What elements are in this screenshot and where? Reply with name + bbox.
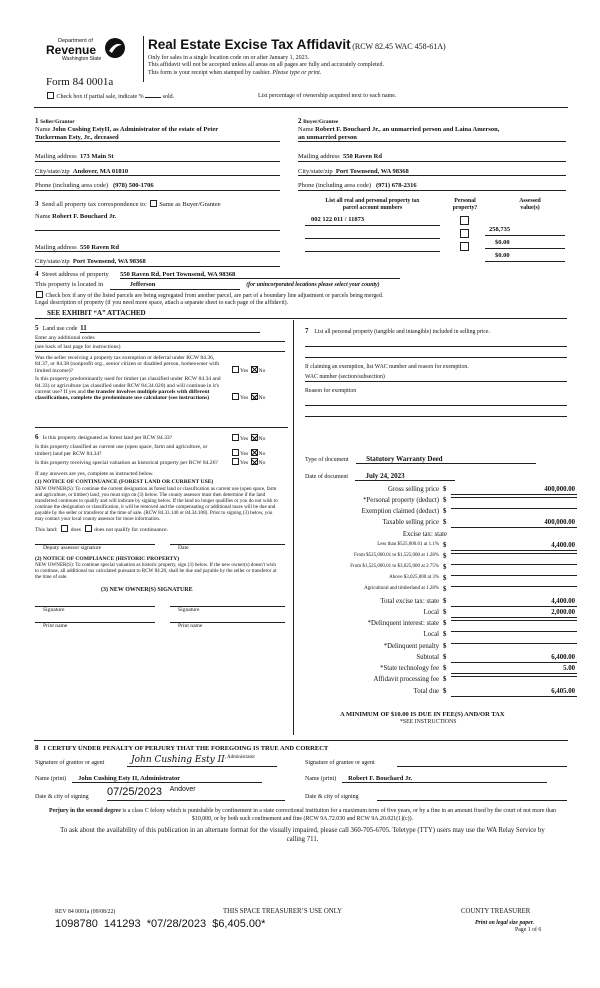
financial-row: Subtotal $ 6,400.00 [416,654,575,661]
property-street[interactable]: 550 Raven Rd, Port Townsend, WA 98368 [120,271,400,279]
financial-row: Gross selling price $ 400,000.00 [388,486,575,493]
minimum-note: A MINIMUM OF $10.00 IS DUE IN FEE(S) AND/OR TAX [340,711,505,718]
buyer-phone[interactable]: (971) 678-2316 [375,182,417,190]
financial-row: Affidavit processing fee $ [305,676,577,687]
buyer-mailing[interactable]: 550 Raven Rd [342,153,382,161]
personal-property-checkbox[interactable] [460,242,469,251]
parcel-row [305,242,570,260]
partial-sale-checkbox[interactable] [47,92,54,99]
grantor-date-row: Date & city of signing 07/25/2023 Andover [35,786,295,804]
grantee-sign-date[interactable] [377,786,567,801]
grantee-print-name[interactable]: Robert F. Bouchard Jr. [342,775,547,783]
exemption-no[interactable] [251,366,258,373]
dor-logo [44,36,134,66]
financial-row: Taxable selling price $ 400,000.00 [382,519,575,526]
does-qualify-checkbox[interactable] [61,525,68,532]
financial-row: Total excise tax: state $ 4,400.00 [380,598,575,605]
financial-row: Exemption claimed (deduct) $ [305,508,577,519]
partial-sale: Check box if partial sale, indicate % sold. [46,92,174,101]
dor-swoosh-icon [104,37,126,59]
financial-row: Agricultural and timberland at 1.28% $ [305,586,577,597]
same-as-buyer-checkbox[interactable] [150,200,157,207]
timber-no[interactable] [251,393,258,400]
rev-number: REV 84 0001a (09/08/22) [55,909,116,915]
grantor-print-name[interactable]: John Cushing Esty II, Administrator [72,775,262,783]
legal-paper-note: Print on legal size paper. [475,920,535,926]
forest-section: 6 Is this property designated as forest land per RCW 84.33? Yes No Is this property classified as current use (open space, farm and agriculture, or timber) land per RCW 84.34? Yes No Is this property receiving special valuation as historical property per RCW 84.26? Yes No If any answers are yes, complete as instructed below. (1) NOTICE OF CONTINUANCE (FOREST LAND OR CURRENT USE) NEW OWNER(S): To continue the current designation as forest land or classification as current use (open space, farm and agriculture, or timber) land, you must sign on (3) below. The county assessor must then determine if the land transferred continues to qualify and will indicate by signing below. If the land no longer qualifies or you do not wish to continue the designation or classification, it will be removed and the compensating or additional taxes will be due and payable by the seller or transferor at the time of sale. (RCW 84.33.140 or 84.34.108). Prior to signing (3) below, you may contact your local county assessor for more information. This land: does does not qualify for continuance. Deputy assessor signature Date (2) NOTICE OF COMPLIANCE (HISTORIC PROPERTY) NEW OWNER(S): To continue special valuation as historic property, sign (3) below. If the new owner(s) doesn't wish to continue, all additional tax calculated pursuant to RCW 84.26, shall be due and payable by the seller or transferor at the time of sale. (3) NEW OWNER(S) SIGNATURE Signature Signature Print name Print name [35,433,290,628]
personal-property-checkbox[interactable] [460,229,469,238]
document-type[interactable]: Statutory Warranty Deed [356,455,536,464]
form-title: Real Estate Excise Tax Affidavit (RCW 82.45 WAC 458-61A) [148,37,446,52]
financial-row: Less than $525,000.01 at 1.1% $ 4,400.00 [377,542,575,549]
financial-row: From $1,525,000.01 to $3,025,000 at 2.75% $ [305,564,577,575]
buyer-city[interactable]: Port Townsend, WA 98368 [335,167,409,175]
seller-mailing[interactable]: 173 Main St [79,153,114,161]
ownership-pct-note: List percentage of ownership acquired next to each name. [258,93,397,99]
treasurer-space-label: THIS SPACE TREASURER’S USE ONLY [223,908,343,915]
document-date[interactable]: July 24, 2023 [355,472,455,481]
correspondence-mailing[interactable]: 550 Raven Rd [79,243,119,251]
seller-phone[interactable]: (978) 500-1706 [112,182,154,190]
parcel-account[interactable] [305,229,440,239]
forest-no[interactable] [251,434,258,441]
financial-row: *State technology fee $ 5.00 [380,665,575,672]
grantee-name-row: Name (print) Robert F. Bouchard Jr. [305,775,570,783]
grantee-signature-row: Signature of grantee or agent [305,755,570,769]
assessed-value[interactable]: 258,735 [485,226,565,236]
financial-row: Excise tax: state [402,531,447,538]
personal-property-section: 7 List all personal property (tangible and intangible) included in selling price. If claiming an exemption, list WAC number and reason for exemption. WAC number (section/subsection) Reason for exemption [305,327,570,417]
alt-format-note: To ask about the availability of this publication in an alternate format for the visually impaired, please call 360-705-6705. Teletype (TTY) users may use the WA Relay Service by calling 711. [60,827,545,843]
property-section: 4 Street address of property 550 Raven Rd, Port Townsend, WA 98368 This property is located in Jefferson (for unincorporated locations please select your county) Check box if any of the listed parcels are being segregated from another parcel, are part of a boundary line adjustment or parcels being merged. Legal description of property (if you need more space, attach a separate sheet to each page of the affidavit). SEE EXHIBIT “A” ATTACHED [35,270,570,319]
parcel-account[interactable] [305,242,440,252]
grantor-name-row: Name (print) John Cushing Esty II, Administrator [35,775,295,783]
historic-no[interactable] [251,458,258,465]
grantor-sign-city[interactable]: Andover [169,786,196,793]
form-number: Form 84 0001a [46,76,114,88]
does-not-qualify-checkbox[interactable] [85,525,92,532]
assessed-value[interactable]: $0.00 [485,239,565,249]
land-use-section: 5 Land use code 11 Enter any additional codes (see back of last page for instructions) Was the seller receiving a property tax exemption or deferral under RCW 84.36, 84.37, or 84.38 (nonprofit org., senior citizen or disabled person, homeowner with limited income)? Yes No Is this property predominantly used for timber (as classified under RCW 84.34 and 84.33) or agriculture (as classified under RCW 84.34.020) and will continue in it's current use? If yes and the transfer involves multiple parcels with different classifications, complete the predominate use calculator (see instructions) Yes No [35,324,290,402]
financial-row: From $525,000.01 to $1,525,000 at 1.28% $ [305,553,577,564]
buyer-section: 2 Buyer/Grantee Name Robert F. Bouchard Jr., an unmarried person and Laina Amerson, an unmarried person Mailing address 550 Raven Rd City/state/zip Port Townsend, WA 98368 Phone (including area code) (971) 678-2316 [298,117,568,191]
treasurer-receipt-stamp: 1098780 141293 *07/28/2023 $6,405.00* [55,918,266,930]
parcel-row [305,229,570,247]
parcel-row [305,216,570,234]
timber-yes[interactable] [232,393,239,400]
land-use-code[interactable]: 11 [80,324,260,333]
property-county[interactable]: Jefferson [110,281,240,289]
perjury-notice: Perjury in the second degree is a class C felony which is punishable by confinement in a state correctional institution for a maximum term of five years, or by a fine in an amount fixed by the court of not more than $10,000, or by both such confinement and fine (RCW 9A.72.030 and RCW 9A.20.021(1)(c)). [48,808,557,822]
certify-heading: 8 I CERTIFY UNDER PENALTY OF PERJURY THAT THE FOREGOING IS TRUE AND CORRECT [35,744,329,752]
personal-property-checkbox[interactable] [460,216,469,225]
see-instructions: *SEE INSTRUCTIONS [400,719,457,725]
total-due[interactable]: 6,405.00 [451,688,577,697]
current-use-no[interactable] [251,449,258,456]
buyer-name-line2[interactable]: an unmarried person [298,134,566,142]
grantor-signature-row: Signature of grantor or agent John Cushing Esty $II^{, Administrator}$ [35,755,295,769]
correspondence-section: 3 Send all property tax correspondence to: Same as Buyer/Grantee Name Robert F. Bouchard Jr. Mailing address 550 Raven Rd City/state/zip Port Townsend, WA 98368 [35,200,300,267]
page-number: Page 1 of 6 [515,927,542,933]
financial-row: Above $3,025,000 at 3% $ [305,575,577,586]
form-subtitle: Only for sales in a single location code on or after January 1, 2023. This affidavit will not be accepted unless all areas on all pages are fully and accurately completed. This form is your receipt when stamped by cashier. Please type or print. [148,55,384,76]
financial-row: Local $ 2,000.00 [423,609,575,616]
buyer-name-line1[interactable]: Robert F. Bouchard Jr., an unmarried person and Laina Amerson, [315,126,500,134]
financial-row: *Personal property (deduct) $ [305,497,577,508]
assessed-value[interactable]: $0.00 [485,252,565,262]
historic-yes[interactable] [232,458,239,465]
document-info: Type of document Statutory Warranty Deed Date of document July 24, 2023 [305,455,570,481]
seller-section: 1 Seller/Grantor Name John Cushing EstyII, as Administrator of the estate of Peter Tuckerman Esty, Jr., deceased Mailing address 173 Main St City/state/zip Andover, MA 01810 Phone (including area code) (978) 500-1706 [35,117,285,191]
exemption-yes[interactable] [232,366,239,373]
parcel-account[interactable]: 002 122 011 / 11873 [305,216,440,226]
grantee-date-row: Date & city of signing [305,786,570,804]
financial-row: *Delinquent interest: state $ [305,620,577,631]
grantor-signature[interactable]: John Cushing Esty II [131,755,225,765]
correspondence-city[interactable]: Port Townsend, WA 98368 [72,258,146,266]
current-use-yes[interactable] [232,449,239,456]
legal-description[interactable]: SEE EXHIBIT “A” ATTACHED [47,308,146,317]
segregated-checkbox[interactable] [36,291,43,298]
dept-line1: Department of [58,38,93,44]
forest-yes[interactable] [232,434,239,441]
seller-name-line2[interactable]: Tuckerman Esty, Jr., deceased [35,134,280,142]
seller-name-line1[interactable]: John Cushing EstyII, as Administrator of the estate of Peter [52,126,219,134]
financial-row: Local $ [305,631,577,642]
grantor-sign-date[interactable]: 07/25/2023 [107,786,163,798]
county-treasurer-label: COUNTY TREASURER [461,908,531,915]
grantee-signature[interactable] [397,755,567,767]
gross-selling-price[interactable]: 400,000.00 [451,486,577,495]
seller-city[interactable]: Andover, MA 01810 [72,167,129,175]
financial-row: Total due $ 6,405.00 [413,688,575,695]
financial-row: *Delinquent penalty $ [305,643,577,654]
dept-logo-word: Revenue [46,43,97,57]
dept-line2: Washington State [62,56,102,62]
taxable-selling-price[interactable]: 400,000.00 [451,519,577,528]
correspondence-name[interactable]: Robert F. Bouchard Jr. [52,213,117,221]
